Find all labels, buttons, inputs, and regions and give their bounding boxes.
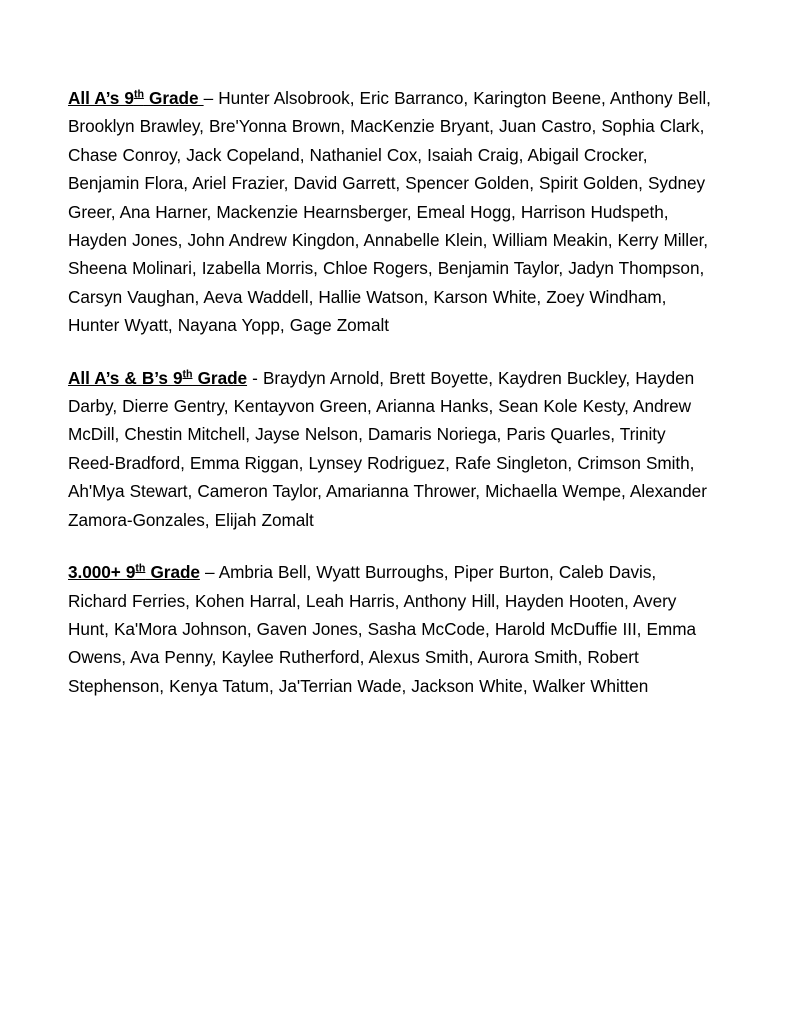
heading-grade-label: Grade xyxy=(143,88,204,108)
section-separator: – xyxy=(203,88,219,108)
heading-grade-label: Grade xyxy=(145,562,200,583)
section-heading-gpa-3000 xyxy=(68,562,200,582)
section-heading-all-as xyxy=(68,88,204,108)
honor-roll-section-gpa-3000 xyxy=(68,558,715,700)
student-name-list: Ambria Bell, Wyatt Burroughs, Piper Burton, Caleb Davis, Richard Ferries, Kohen Harral, Leah Harris, Anthony Hill, Hayden Hooten, Avery Hunt, Ka'Mora Johnson, Gaven Jones, Sasha McCode, Harold McDuffie III, Emma Owens, Ava Penny, Kaylee Rutherford, Alexus Smith, Aurora Smith, Robert Stephenson, Kenya Tatum, Ja'Terrian Wade, Jackson White, Walker Whitten xyxy=(68,562,696,696)
honor-roll-section-all-as-and-bs xyxy=(68,364,715,534)
heading-ordinal-suffix: th xyxy=(135,562,146,575)
section-separator: - xyxy=(247,367,263,388)
heading-text: All A’s & B’s 9 xyxy=(68,367,183,388)
heading-ordinal-suffix: th xyxy=(182,367,193,380)
heading-ordinal-suffix: th xyxy=(133,88,144,101)
section-heading-all-as-and-bs xyxy=(68,368,247,388)
honor-roll-section-all-as xyxy=(68,84,715,340)
heading-text: 3.000+ 9 xyxy=(68,562,136,583)
heading-grade-label: Grade xyxy=(192,367,248,388)
student-name-list: Braydyn Arnold, Brett Boyette, Kaydren Buckley, Hayden Darby, Dierre Gentry, Kentayvon Green, Arianna Hanks, Sean Kole Kesty, Andrew McDill, Chestin Mitchell, Jayse Nelson, Damaris Noriega, Paris Quarles, Trinity Reed-Bradford, Emma Riggan, Lynsey Rodriguez, Rafe Singleton, Crimson Smith, Ah'Mya Stewart, Cameron Taylor, Amarianna Thrower, Michaella Wempe, Alexander Zamora-Gonzales, Elijah Zomalt xyxy=(68,367,707,530)
section-separator: – xyxy=(199,562,219,583)
heading-text: All A’s 9 xyxy=(68,88,134,108)
student-name-list: Hunter Alsobrook, Eric Barranco, Karington Beene, Anthony Bell, Brooklyn Brawley, Bre'Yonna Brown, MacKenzie Bryant, Juan Castro, Sophia Clark, Chase Conroy, Jack Copeland, Nathaniel Cox, Isaiah Craig, Abigail Crocker, Benjamin Flora, Ariel Frazier, David Garrett, Spencer Golden, Spirit Golden, Sydney Greer, Ana Harner, Mackenzie Hearnsberger, Emeal Hogg, Harrison Hudspeth, Hayden Jones, John Andrew Kingdon, Annabelle Klein, William Meakin, Kerry Miller, Sheena Molinari, Izabella Morris, Chloe Rogers, Benjamin Taylor, Jadyn Thompson, Carsyn Vaughan, Aeva Waddell, Hallie Watson, Karson White, Zoey Windham, Hunter Wyatt, Nayana Yopp, Gage Zomalt xyxy=(68,88,711,336)
